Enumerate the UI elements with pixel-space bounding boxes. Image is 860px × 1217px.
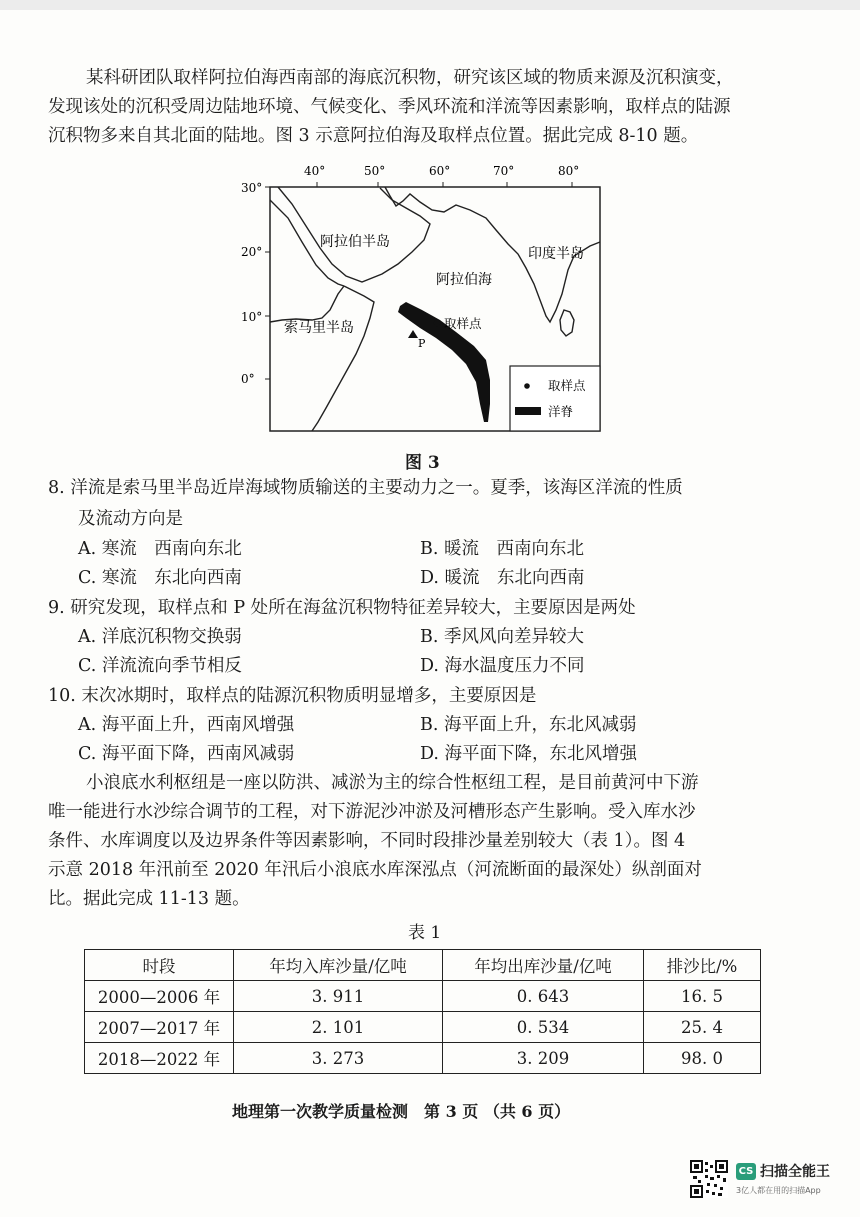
text-line: 小浪底水利枢纽是一座以防洪、减淤为主的综合性枢纽工程，是目前黄河中下游 <box>86 773 699 793</box>
table-header: 年均入库沙量/亿吨 <box>234 950 443 981</box>
lat-label: 30° <box>241 181 263 195</box>
somali-coast <box>312 286 374 431</box>
p-triangle-marker <box>408 330 418 338</box>
region-indian-peninsula: 印度半岛 <box>528 246 584 262</box>
text-line: 某科研团队取样阿拉伯海西南部的海底沉积物，研究该区域的物质来源及沉积演变， <box>86 68 734 88</box>
lon-label: 80° <box>558 164 580 178</box>
table-header: 时段 <box>85 950 234 981</box>
sample-point-marker <box>434 320 440 326</box>
table-row <box>85 981 761 1012</box>
text-line: 比。据此完成 11-13 题。 <box>48 889 250 909</box>
sample-point-label: 取样点 <box>444 316 482 331</box>
legend-label: 取样点 <box>548 378 586 393</box>
question-9-option-d: D. 海水温度压力不同 <box>420 656 585 676</box>
question-9-stem: 9. 研究发现，取样点和 P 处所在海盆沉积物特征差异较大，主要原因是两处 <box>48 598 636 618</box>
table-cell: 2007—2017 年 <box>85 1012 234 1043</box>
table-caption: 表 1 <box>408 923 442 943</box>
question-10-option-a: A. 海平面上升，西南风增强 <box>78 715 295 735</box>
region-arabian-peninsula: 阿拉伯半岛 <box>320 234 390 250</box>
lat-label: 0° <box>241 372 255 386</box>
text-line: 唯一能进行水沙综合调节的工程，对下游泥沙冲淤及河槽形态产生影响。受入库水沙 <box>48 802 696 822</box>
table-cell: 2018—2022 年 <box>85 1043 234 1074</box>
table-header: 排沙比/% <box>644 950 761 981</box>
question-9-option-b: B. 季风风向差异较大 <box>420 627 584 647</box>
question-10-option-d: D. 海平面下降，东北风增强 <box>420 744 638 764</box>
lon-label: 60° <box>429 164 451 178</box>
intro-paragraph-1 <box>48 64 808 151</box>
table-row <box>85 1043 761 1074</box>
table-cell: 2000—2006 年 <box>85 981 234 1012</box>
region-arabian-sea: 阿拉伯海 <box>436 272 492 288</box>
question-8-option-a: A. 寒流 西南向东北 <box>78 539 242 559</box>
region-somali-peninsula: 索马里半岛 <box>284 320 354 336</box>
camscanner-watermark <box>690 1160 850 1210</box>
camscanner-tagline: 3亿人都在用的扫描App <box>736 1186 821 1195</box>
page-footer: 地理第一次教学质量检测 第 3 页 （共 6 页） <box>232 1102 571 1121</box>
intro-paragraph-2 <box>48 769 808 914</box>
text-line: 条件、水库调度以及边界条件等因素影响，不同时段排沙量差别较大（表 1）。图 4 <box>48 831 686 851</box>
scan-top-edge <box>0 0 860 10</box>
lon-label: 70° <box>493 164 515 178</box>
table-cell: 3. 911 <box>234 981 443 1012</box>
legend-ridge-icon <box>515 407 541 415</box>
text-line: 发现该处的沉积受周边陆地环境、气候变化、季风环流和洋流等因素影响，取样点的陆源 <box>48 97 731 117</box>
question-9-option-a: A. 洋底沉积物交换弱 <box>78 627 242 647</box>
lat-label: 10° <box>241 310 263 324</box>
text-line: 示意 2018 年汛前至 2020 年汛后小浪底水库深泓点（河流断面的最深处）纵剖面对 <box>48 860 702 880</box>
legend-label: 洋脊 <box>548 404 574 419</box>
text-line: 沉积物多来自其北面的陆地。图 3 示意阿拉伯海及取样点位置。据此完成 8-10 题。 <box>48 126 699 146</box>
table-cell: 2. 101 <box>234 1012 443 1043</box>
question-10-stem: 10. 末次冰期时，取样点的陆源沉积物质明显增多，主要原因是 <box>48 686 537 706</box>
question-8-option-b: B. 暖流 西南向东北 <box>420 539 584 559</box>
table-row <box>85 1012 761 1043</box>
gulf-of-aden-coast <box>270 286 344 322</box>
table-header-row <box>85 950 761 981</box>
legend-dot-icon <box>524 383 530 389</box>
camscanner-name: 扫描全能王 <box>760 1164 830 1180</box>
table-cell: 0. 534 <box>443 1012 644 1043</box>
question-8-stem-cont: 及流动方向是 <box>78 509 183 529</box>
lon-label: 40° <box>304 164 326 178</box>
p-label: P <box>418 337 426 350</box>
camscanner-logo-icon: CS <box>736 1163 756 1180</box>
question-10-option-c: C. 海平面下降，西南风减弱 <box>78 744 295 764</box>
question-9-option-c: C. 洋流流向季节相反 <box>78 656 242 676</box>
question-10-option-b: B. 海平面上升，东北风减弱 <box>420 715 637 735</box>
sri-lanka <box>560 310 574 336</box>
table-cell: 98. 0 <box>644 1043 761 1074</box>
sediment-table <box>84 949 761 1074</box>
figure-caption: 图 3 <box>405 453 440 473</box>
map-legend <box>510 366 600 431</box>
question-8-stem: 8. 洋流是索马里半岛近岸海域物质输送的主要动力之一。夏季，该海区洋流的性质 <box>48 478 683 498</box>
question-8-option-c: C. 寒流 东北向西南 <box>78 568 242 588</box>
question-8-option-d: D. 暖流 东北向西南 <box>420 568 585 588</box>
table-header: 年均出库沙量/亿吨 <box>443 950 644 981</box>
table-cell: 16. 5 <box>644 981 761 1012</box>
lon-label: 50° <box>364 164 386 178</box>
qr-code-icon <box>690 1160 728 1198</box>
table-cell: 0. 643 <box>443 981 644 1012</box>
table-cell: 3. 273 <box>234 1043 443 1074</box>
table-cell: 25. 4 <box>644 1012 761 1043</box>
arabian-sea-map <box>240 160 612 440</box>
table-cell: 3. 209 <box>443 1043 644 1074</box>
lat-label: 20° <box>241 245 263 259</box>
